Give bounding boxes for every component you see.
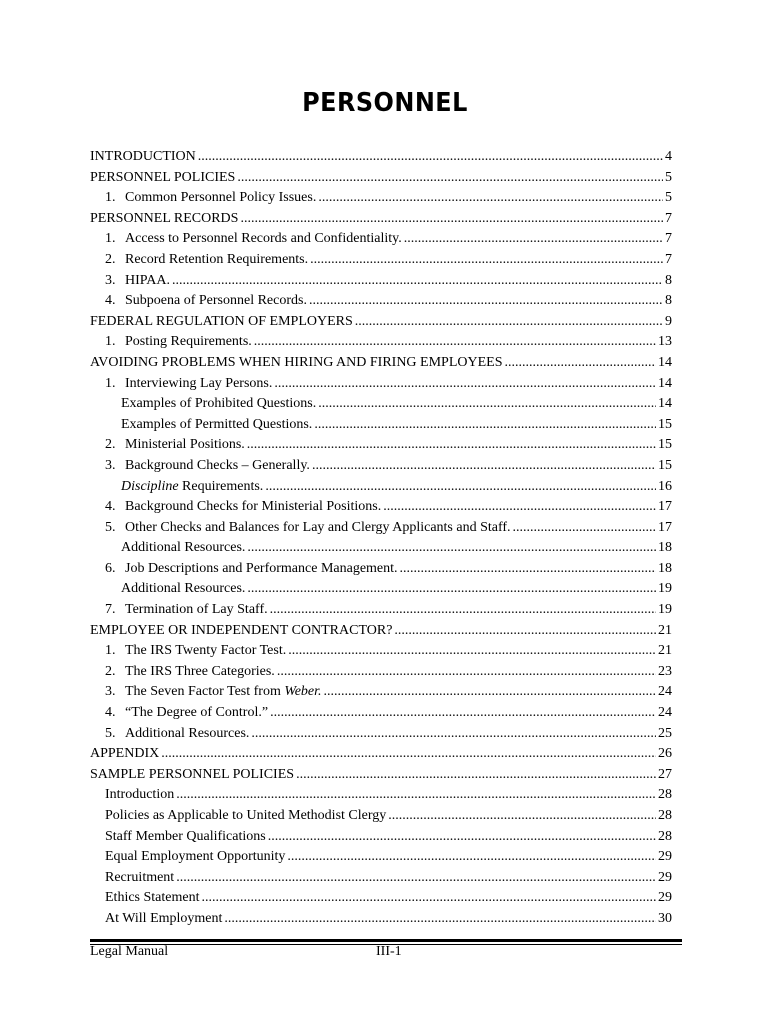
toc-entry[interactable] — [90, 538, 672, 559]
toc-entry-label-text: Other Checks and Balances for Lay and Clergy Applicants and Staff. — [125, 519, 511, 535]
toc-entry-label — [90, 353, 503, 374]
toc-entry-label — [125, 600, 268, 621]
toc-entry-label — [90, 147, 196, 168]
toc-entry-label-text: Ethics Statement — [105, 890, 200, 906]
toc-entry-label-text: HIPAA. — [125, 272, 170, 288]
toc-entry-label-text: Posting Requirements. — [125, 334, 252, 350]
toc-entry-number: 1. — [105, 231, 116, 247]
toc-entry[interactable] — [90, 724, 672, 745]
toc-entry-label — [125, 559, 398, 580]
toc-dot-leader — [247, 579, 656, 600]
toc-entry[interactable] — [90, 600, 672, 621]
toc-entry-label — [90, 209, 238, 230]
toc-dot-leader — [388, 806, 656, 827]
toc-dot-leader — [161, 744, 656, 765]
toc-entry-label-text: Access to Personnel Records and Confidentiality. — [125, 231, 402, 247]
toc-entry-label — [105, 806, 386, 827]
toc-entry-label-text: Equal Employment Opportunity — [105, 849, 286, 865]
table-of-contents — [90, 147, 672, 930]
toc-dot-leader — [270, 703, 656, 724]
toc-entry-number: 3. — [105, 684, 116, 700]
toc-entry-page: 29 — [658, 869, 672, 885]
toc-entry-page: 18 — [658, 540, 672, 556]
toc-entry[interactable] — [90, 559, 672, 580]
toc-entry[interactable] — [90, 785, 672, 806]
footer-document-name: Legal Manual — [90, 944, 169, 959]
toc-entry-page: 28 — [658, 787, 672, 803]
toc-entry[interactable] — [90, 168, 672, 189]
toc-entry-page: 7 — [665, 231, 672, 247]
toc-entry[interactable] — [90, 291, 672, 312]
toc-entry-page: 16 — [658, 478, 672, 494]
toc-entry-page: 8 — [665, 293, 672, 309]
toc-entry-label — [125, 641, 286, 662]
toc-entry-label-text: Common Personnel Policy Issues. — [125, 190, 317, 206]
toc-dot-leader — [240, 209, 663, 230]
toc-entry-label — [125, 456, 310, 477]
toc-entry-label-text: AVOIDING PROBLEMS WHEN HIRING AND FIRING EMPLOYEES — [90, 354, 503, 370]
toc-entry[interactable] — [90, 621, 672, 642]
toc-entry[interactable] — [90, 415, 672, 436]
toc-entry[interactable] — [90, 271, 672, 292]
toc-entry-number: 1. — [105, 190, 116, 206]
toc-entry-label — [125, 435, 245, 456]
toc-entry-label — [125, 703, 268, 724]
toc-entry[interactable] — [90, 703, 672, 724]
toc-entry-label — [105, 847, 285, 868]
toc-entry-page: 15 — [658, 437, 672, 453]
toc-dot-leader — [318, 394, 656, 415]
toc-entry-page: 5 — [665, 190, 672, 206]
footer-page-number: III-1 — [376, 944, 402, 959]
toc-entry-label — [121, 538, 245, 559]
toc-entry-number: 1. — [105, 334, 116, 350]
toc-entry-label — [105, 785, 174, 806]
toc-entry-page: 19 — [658, 602, 672, 618]
toc-entry[interactable] — [90, 477, 672, 498]
toc-entry-page: 23 — [658, 663, 672, 679]
footer-rule-thick — [90, 939, 682, 942]
toc-entry-number: 3. — [105, 272, 116, 288]
toc-entry-page: 14 — [658, 396, 672, 412]
toc-entry[interactable] — [90, 435, 672, 456]
toc-entry-label-text: Record Retention Requirements. — [125, 251, 309, 267]
toc-entry-label — [125, 662, 275, 683]
toc-dot-leader — [277, 662, 656, 683]
toc-entry-label — [125, 497, 381, 518]
toc-dot-leader — [251, 724, 656, 745]
toc-entry[interactable] — [90, 682, 672, 703]
toc-entry[interactable] — [90, 209, 672, 230]
toc-entry-page: 14 — [658, 375, 672, 391]
toc-dot-leader — [318, 188, 663, 209]
toc-entry-label-text: Examples of Prohibited Questions. — [121, 396, 317, 412]
toc-entry-label — [125, 250, 308, 271]
toc-entry-page: 17 — [658, 499, 672, 515]
toc-entry-label — [105, 888, 199, 909]
toc-entry-page: 24 — [658, 684, 672, 700]
toc-dot-leader — [237, 168, 663, 189]
toc-entry-page: 29 — [658, 849, 672, 865]
toc-dot-leader — [254, 332, 656, 353]
toc-entry-label-text: The IRS Twenty Factor Test. — [125, 643, 287, 659]
toc-entry-label — [90, 168, 235, 189]
toc-entry-page: 15 — [658, 416, 672, 432]
toc-entry-label — [125, 518, 511, 539]
toc-dot-leader — [312, 456, 656, 477]
toc-dot-leader — [274, 374, 656, 395]
toc-entry-label — [90, 621, 392, 642]
toc-entry[interactable] — [90, 641, 672, 662]
toc-dot-leader — [288, 641, 656, 662]
toc-entry-label-text: Background Checks – Generally. — [125, 457, 310, 473]
toc-entry-label-text: Termination of Lay Staff. — [125, 602, 268, 618]
toc-entry-page: 18 — [658, 560, 672, 576]
toc-entry-page: 19 — [658, 581, 672, 597]
toc-dot-leader — [201, 888, 656, 909]
toc-entry-page: 7 — [665, 210, 672, 226]
toc-entry[interactable] — [90, 744, 672, 765]
toc-entry-label — [105, 909, 222, 930]
toc-entry-page: 29 — [658, 890, 672, 906]
toc-entry-label — [125, 374, 272, 395]
toc-entry-number: 3. — [105, 457, 116, 473]
toc-entry[interactable] — [90, 250, 672, 271]
toc-dot-leader — [270, 600, 656, 621]
toc-entry[interactable] — [90, 868, 672, 889]
toc-entry-label — [105, 827, 266, 848]
toc-entry-label-text: At Will Employment — [105, 910, 223, 926]
toc-entry[interactable] — [90, 312, 672, 333]
toc-dot-leader — [247, 538, 656, 559]
toc-entry-label — [125, 332, 252, 353]
toc-entry-label-text: “The Degree of Control.” — [125, 705, 269, 721]
toc-dot-leader — [176, 868, 656, 889]
toc-dot-leader — [198, 147, 663, 168]
toc-entry-number: 2. — [105, 251, 116, 267]
toc-entry-label-text: Additional Resources. — [125, 725, 250, 741]
toc-entry-label-text: Interviewing Lay Persons. — [125, 375, 273, 391]
toc-entry[interactable] — [90, 456, 672, 477]
toc-dot-leader — [176, 785, 656, 806]
toc-entry-label-text: Requirements. — [178, 478, 264, 494]
toc-entry[interactable] — [90, 518, 672, 539]
toc-entry[interactable] — [90, 909, 672, 930]
toc-entry-page: 21 — [658, 643, 672, 659]
toc-entry-number: 2. — [105, 663, 116, 679]
toc-entry[interactable] — [90, 806, 672, 827]
toc-entry-label-text: PERSONNEL POLICIES — [90, 169, 236, 185]
toc-entry-number: 5. — [105, 725, 116, 741]
toc-entry-label — [125, 188, 316, 209]
toc-entry-page: 26 — [658, 746, 672, 762]
toc-dot-leader — [404, 229, 663, 250]
toc-dot-leader — [314, 415, 656, 436]
toc-entry-label-text: Recruitment — [105, 869, 175, 885]
toc-entry-number: 2. — [105, 437, 116, 453]
page-title: PERSONNEL — [302, 88, 468, 118]
toc-entry-number: 4. — [105, 293, 116, 309]
toc-entry-label — [125, 291, 307, 312]
toc-entry-label-text: Ministerial Positions. — [125, 437, 245, 453]
toc-entry-label-text: EMPLOYEE OR INDEPENDENT CONTRACTOR? — [90, 622, 393, 638]
toc-entry-label — [121, 394, 316, 415]
toc-entry-label — [121, 477, 263, 498]
toc-entry-page: 24 — [658, 705, 672, 721]
toc-entry[interactable] — [90, 827, 672, 848]
toc-entry-label — [125, 229, 402, 250]
toc-entry-label-text: Job Descriptions and Performance Management. — [125, 560, 398, 576]
toc-entry-page: 25 — [658, 725, 672, 741]
toc-entry-number: 1. — [105, 643, 116, 659]
toc-entry-label-text: INTRODUCTION — [90, 149, 196, 164]
toc-entry-label-italic: Weber. — [284, 684, 322, 700]
toc-entry[interactable] — [90, 497, 672, 518]
toc-dot-leader — [400, 559, 656, 580]
toc-dot-leader — [383, 497, 656, 518]
toc-entry-number: 1. — [105, 375, 116, 391]
toc-entry-label-text: Additional Resources. — [121, 581, 246, 597]
toc-entry-label-text: FEDERAL REGULATION OF EMPLOYERS — [90, 313, 353, 329]
toc-entry-label-text: Examples of Permitted Questions. — [121, 416, 313, 432]
toc-entry-label-text: The IRS Three Categories. — [125, 663, 275, 679]
toc-entry-page: 13 — [658, 334, 672, 350]
toc-dot-leader — [310, 250, 663, 271]
toc-dot-leader — [513, 518, 656, 539]
toc-entry[interactable] — [90, 579, 672, 600]
toc-entry[interactable] — [90, 332, 672, 353]
toc-entry-page: 30 — [658, 910, 672, 926]
toc-entry-number: 5. — [105, 519, 116, 535]
toc-entry-number: 6. — [105, 560, 116, 576]
toc-entry[interactable] — [90, 888, 672, 909]
toc-entry-page: 9 — [665, 313, 672, 329]
toc-entry-label — [90, 744, 159, 765]
toc-entry-label — [90, 312, 353, 333]
toc-entry[interactable] — [90, 765, 672, 786]
toc-entry[interactable] — [90, 229, 672, 250]
toc-dot-leader — [268, 827, 656, 848]
toc-entry[interactable] — [90, 374, 672, 395]
toc-entry-page: 7 — [665, 251, 672, 267]
toc-entry-label-text: SAMPLE PERSONNEL POLICIES — [90, 766, 295, 782]
toc-dot-leader — [309, 291, 663, 312]
toc-entry-page: 5 — [665, 169, 672, 185]
toc-entry-page: 27 — [658, 766, 672, 782]
toc-entry-label-text: Policies as Applicable to United Methodist Clergy — [105, 808, 387, 823]
toc-entry-page: 4 — [665, 149, 672, 164]
toc-dot-leader — [265, 477, 656, 498]
toc-dot-leader — [287, 847, 656, 868]
toc-entry-label-text: Additional Resources. — [121, 540, 246, 556]
toc-entry[interactable] — [90, 147, 672, 168]
toc-entry-number: 4. — [105, 499, 116, 515]
toc-entry-page: 8 — [665, 272, 672, 288]
toc-entry-label-text: Introduction — [105, 787, 175, 803]
toc-entry-page: 15 — [658, 457, 672, 473]
toc-entry-page: 14 — [658, 354, 672, 370]
toc-entry-label — [105, 868, 174, 889]
toc-entry-label-text: PERSONNEL RECORDS — [90, 210, 239, 226]
toc-dot-leader — [224, 909, 656, 930]
toc-entry-page: 21 — [658, 622, 672, 638]
toc-entry[interactable] — [90, 847, 672, 868]
toc-entry-label — [90, 765, 294, 786]
toc-dot-leader — [324, 682, 656, 703]
toc-dot-leader — [247, 435, 656, 456]
toc-dot-leader — [172, 271, 663, 292]
toc-dot-leader — [355, 312, 663, 333]
toc-entry-label — [121, 415, 312, 436]
toc-entry-label-italic: Discipline — [121, 478, 179, 494]
toc-entry-label — [125, 682, 322, 703]
toc-entry-page: 28 — [658, 828, 672, 844]
toc-dot-leader — [394, 621, 656, 642]
toc-entry[interactable] — [90, 353, 672, 374]
toc-entry[interactable] — [90, 662, 672, 683]
toc-entry-label-text: Background Checks for Ministerial Positions. — [125, 499, 382, 515]
toc-entry-label-text: Subpoena of Personnel Records. — [125, 293, 307, 309]
toc-entry-label-text: APPENDIX — [90, 746, 160, 762]
toc-entry-number: 7. — [105, 602, 116, 618]
toc-entry-label — [121, 579, 245, 600]
toc-entry-number: 4. — [105, 705, 116, 721]
toc-dot-leader — [505, 353, 657, 374]
toc-dot-leader — [296, 765, 656, 786]
toc-entry-label-text: The Seven Factor Test from — [125, 684, 285, 700]
toc-entry-label-text: Staff Member Qualifications — [105, 828, 266, 844]
toc-entry-label — [125, 271, 170, 292]
toc-entry-label — [125, 724, 249, 745]
toc-entry[interactable] — [90, 394, 672, 415]
toc-entry-page: 28 — [658, 808, 672, 823]
toc-entry[interactable] — [90, 188, 672, 209]
toc-entry-page: 17 — [658, 519, 672, 535]
